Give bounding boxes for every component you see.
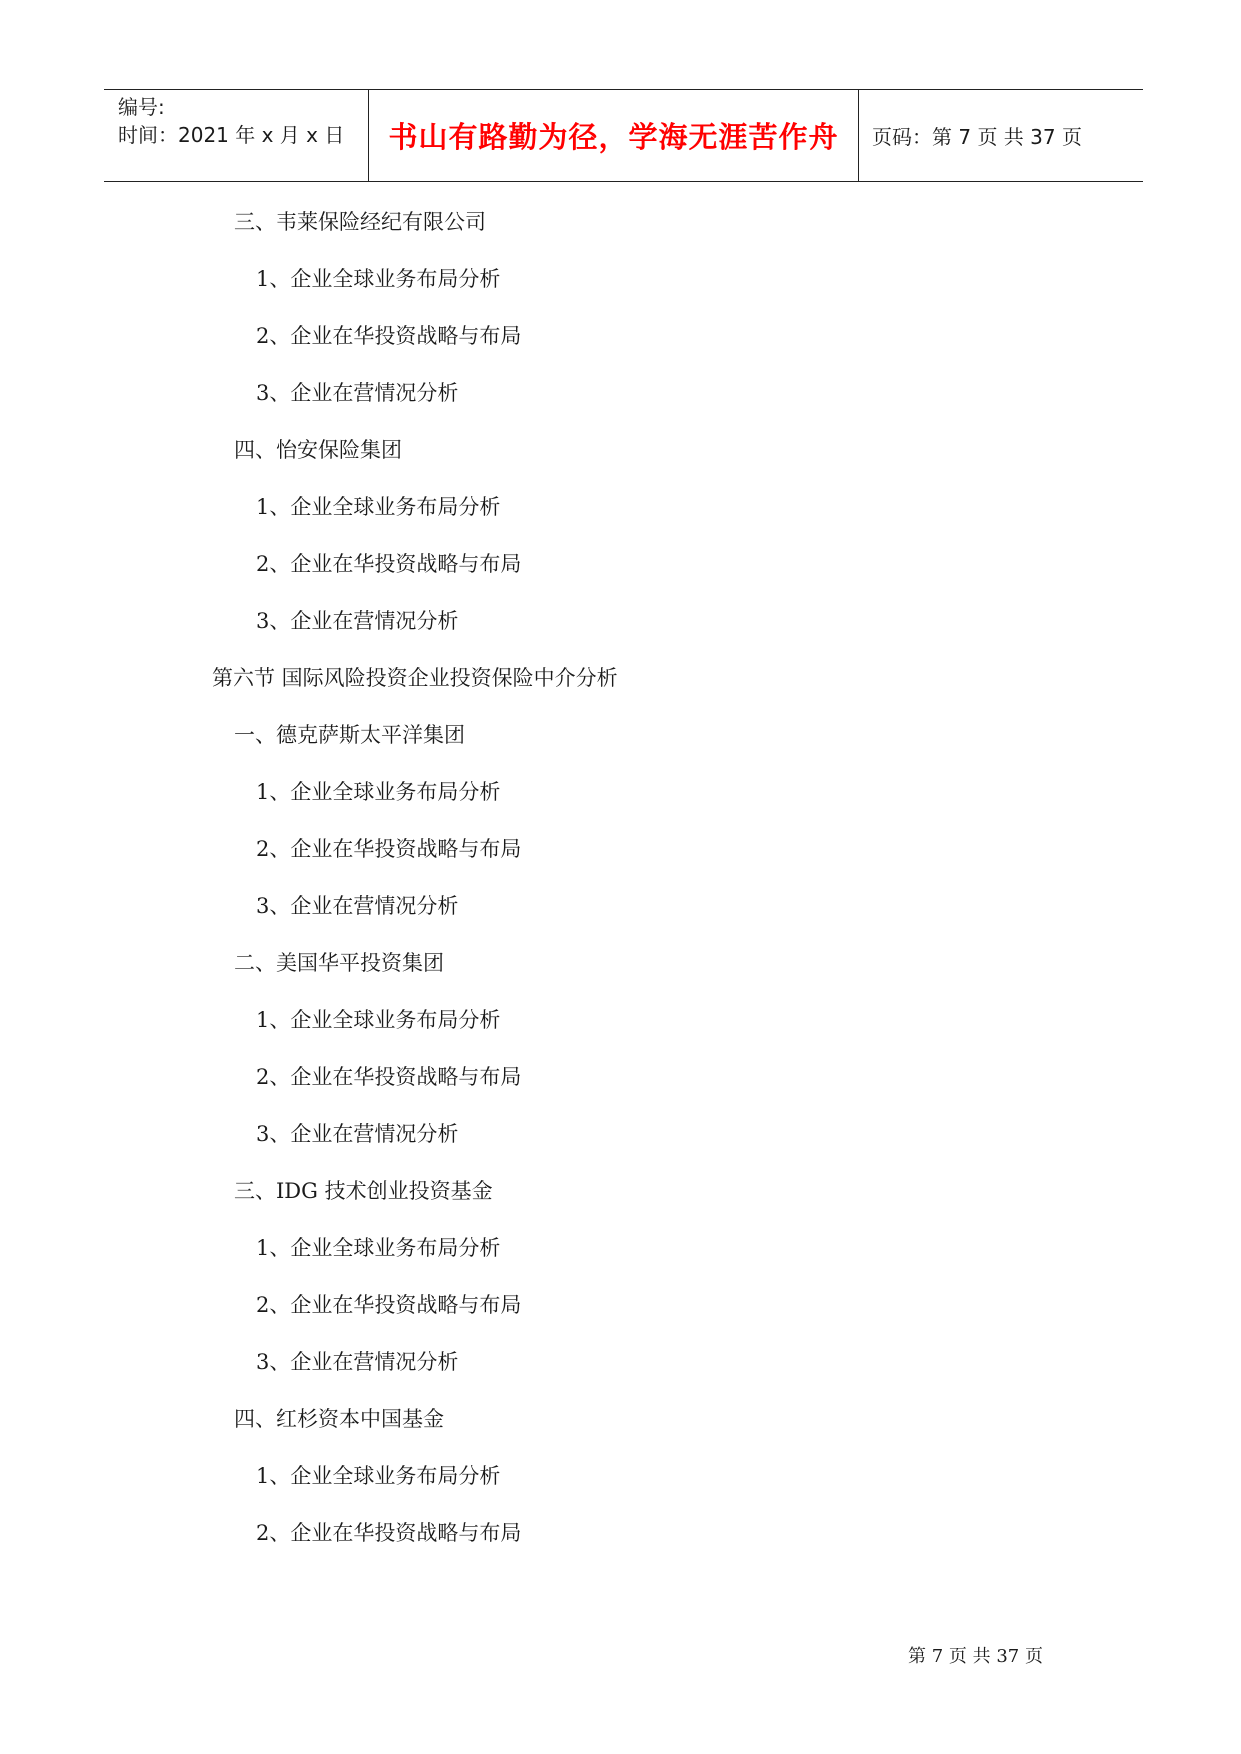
toc-subitem: 2、企业在华投资战略与布局 [256,1065,522,1089]
header-motto-cell [369,90,859,181]
toc-company-heading: 三、韦莱保险经纪有限公司 [234,210,486,234]
toc-subitem: 2、企业在华投资战略与布局 [256,1293,522,1317]
motto-text: 书山有路勤为径，学海无涯苦作舟 [388,120,839,154]
toc-subitem: 3、企业在营情况分析 [256,1122,459,1146]
toc-section-heading: 第六节 国际风险投资企业投资保险中介分析 [212,666,618,690]
toc-company-heading: 一、德克萨斯太平洋集团 [234,723,465,747]
document-time-label: 时间：2021 年 x 月 x 日 [118,123,345,147]
header-meta-cell [104,90,369,181]
toc-subitem: 1、企业全球业务布局分析 [256,267,501,291]
footer-page-number: 第 7 页 共 37 页 [908,1646,1043,1667]
toc-subitem: 1、企业全球业务布局分析 [256,1008,501,1032]
header-page-number: 页码：第 7 页 共 37 页 [872,125,1082,149]
toc-subitem: 3、企业在营情况分析 [256,894,459,918]
toc-subitem: 1、企业全球业务布局分析 [256,495,501,519]
document-code-label: 编号: [118,95,165,119]
toc-company-heading: 四、怡安保险集团 [234,438,402,462]
toc-subitem: 2、企业在华投资战略与布局 [256,552,522,576]
toc-subitem: 3、企业在营情况分析 [256,609,459,633]
toc-company-heading: 四、红杉资本中国基金 [234,1407,444,1431]
toc-subitem: 3、企业在营情况分析 [256,381,459,405]
toc-subitem: 3、企业在营情况分析 [256,1350,459,1374]
toc-subitem: 1、企业全球业务布局分析 [256,780,501,804]
toc-subitem: 2、企业在华投资战略与布局 [256,837,522,861]
toc-subitem: 2、企业在华投资战略与布局 [256,324,522,348]
toc-company-heading: 三、IDG 技术创业投资基金 [234,1179,493,1203]
toc-company-heading: 二、美国华平投资集团 [234,951,444,975]
toc-subitem: 1、企业全球业务布局分析 [256,1236,501,1260]
toc-subitem: 2、企业在华投资战略与布局 [256,1521,522,1545]
toc-subitem: 1、企业全球业务布局分析 [256,1464,501,1488]
header-table [104,89,1143,182]
header-page-cell [859,90,1143,181]
